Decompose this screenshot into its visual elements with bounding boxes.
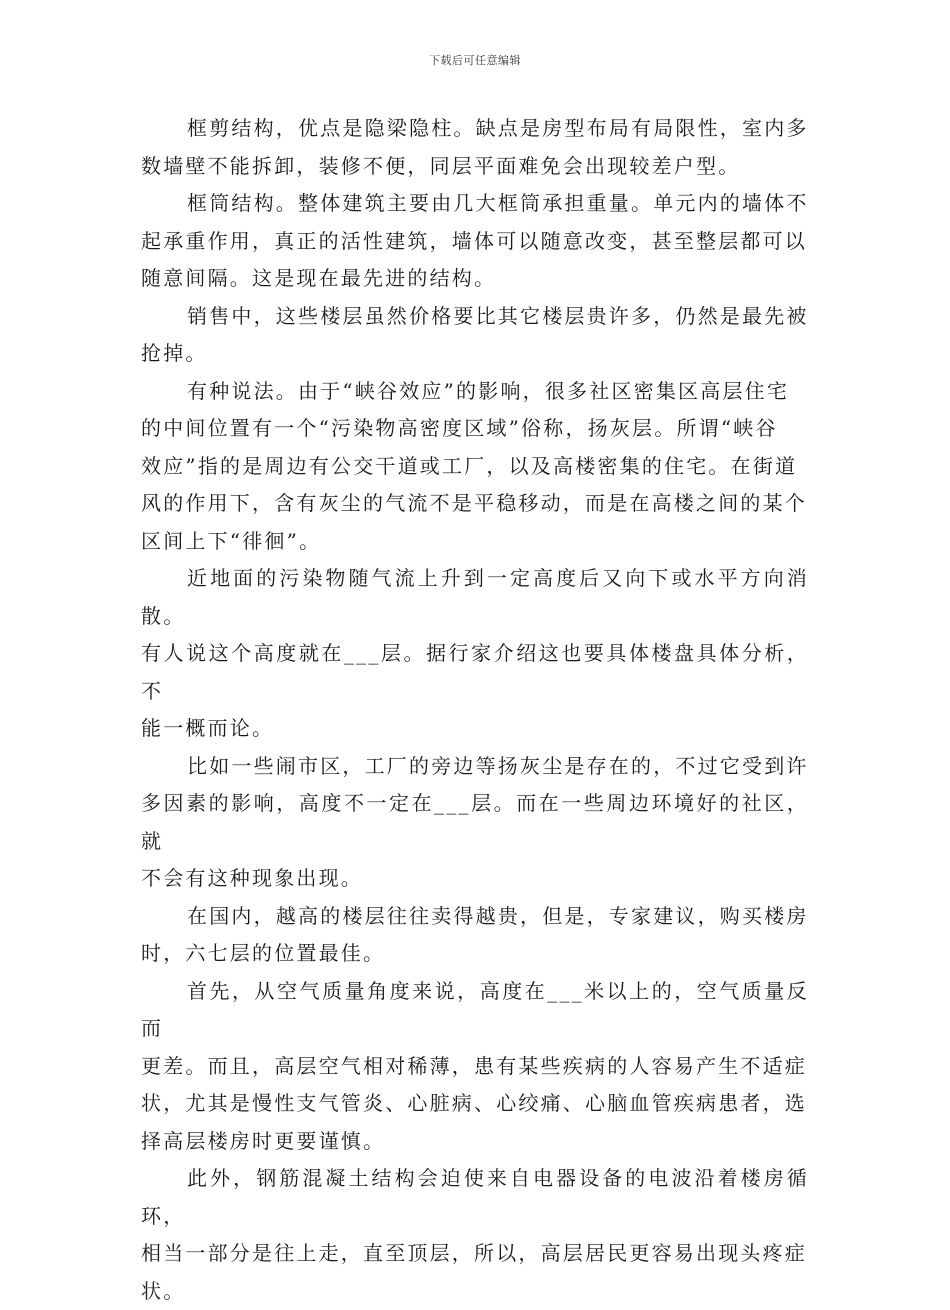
paragraph: 框剪结构，优点是隐梁隐柱。缺点是房型布局有局限性，室内多 数墙壁不能拆卸，装修不便，同层平面难免会出现较差户型。 (141, 116, 809, 178)
paragraph: 在国内，越高的楼层往往卖得越贵，但是，专家建议，购买楼房 时，六七层的位置最佳。 (141, 903, 809, 965)
paragraph: 框筒结构。整体建筑主要由几大框筒承担重量。单元内的墙体不 起承重作用，真正的活性建筑，墙体可以随意改变，甚至整层都可以 随意间隔。这是现在最先进的结构。 (141, 191, 809, 290)
paragraph: 此外，钢筋混凝土结构会迫使来自电器设备的电波沿着楼房循环， 相当一部分是往上走，直至顶层，所以，高层居民更容易出现头疼症 状。 (141, 1166, 809, 1303)
paragraph: 销售中，这些楼层虽然价格要比其它楼层贵许多，仍然是最先被 抢掉。 (141, 303, 809, 365)
paragraph: 有种说法。由于“峡谷效应”的影响，很多社区密集区高层住宅 的中间位置有一个“污染物高密度区域”俗称，扬灰层。所谓“峡谷 效应”指的是周边有公交干道或工厂，以及高楼密集的住宅。在街道 风的作用下，含有灰尘的气流不是平稳移动，而是在高楼之间的某个 区间上下“徘徊”。 (141, 378, 807, 553)
paragraph: 近地面的污染物随气流上升到一定高度后又向下或水平方向消散。 有人说这个高度就在___层。据行家介绍这也要具体楼盘具体分析，不 能一概而论。 (141, 566, 809, 740)
paragraph: 首先，从空气质量角度来说，高度在___米以上的，空气质量反而 更差。而且，高层空气相对稀薄，患有某些疾病的人容易产生不适症 状，尤其是慢性支气管炎、心脏病、心绞痛、心脑血管疾病患者，选 择高层楼房时更要谨慎。 (141, 978, 809, 1153)
document-body (141, 110, 809, 1310)
paragraph: 比如一些闹市区，工厂的旁边等扬灰尘是存在的，不过它受到许 多因素的影响，高度不一定在___层。而在一些周边环境好的社区，就 不会有这种现象出现。 (141, 753, 809, 890)
page-header: 下载后可任意编辑 (429, 54, 521, 67)
